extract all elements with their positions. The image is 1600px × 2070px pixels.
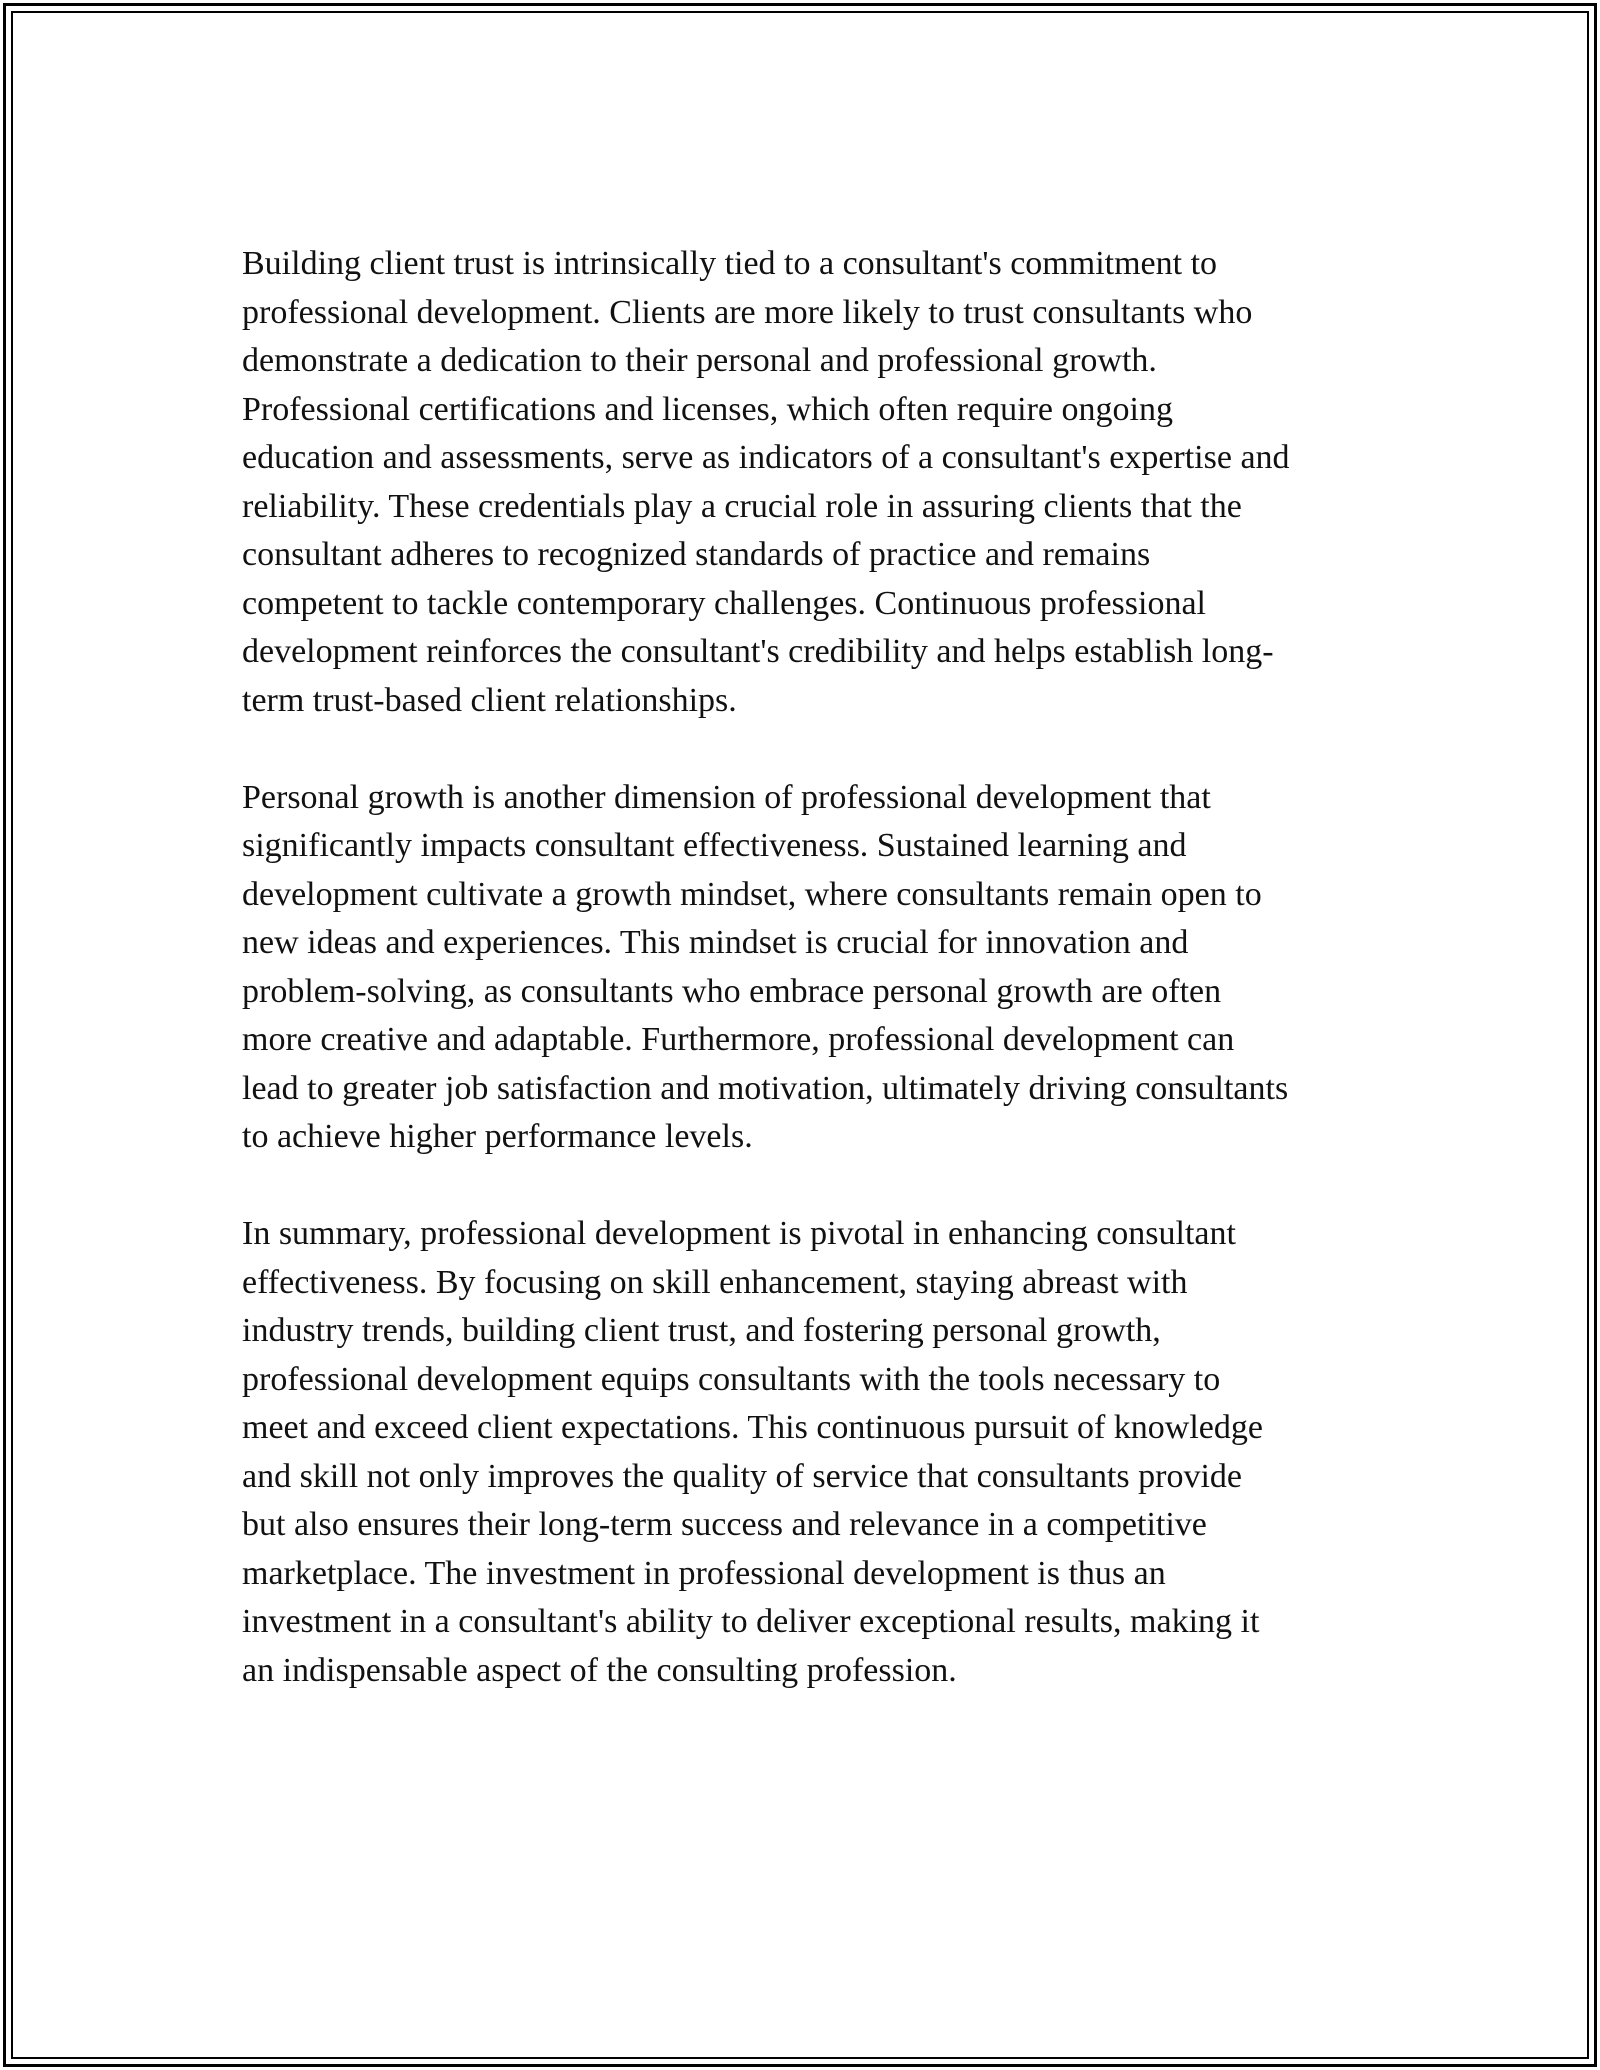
text-line: consultant adheres to recognized standards of practice and remains bbox=[242, 536, 1151, 573]
text-line: reliability. These credentials play a crucial role in assuring clients that the bbox=[242, 487, 1242, 525]
text-line: term trust-based client relationships. bbox=[242, 681, 737, 719]
text-line: to achieve higher performance levels. bbox=[242, 1118, 753, 1155]
paragraph-summary bbox=[242, 1210, 1392, 1695]
text-line: lead to greater job satisfaction and motivation, ultimately driving consultants bbox=[242, 1069, 1289, 1107]
text-line: demonstrate a dedication to their personal and professional growth. bbox=[242, 342, 1157, 379]
text-line: professional development equips consultants with the tools necessary to bbox=[242, 1360, 1221, 1398]
text-line: problem-solving, as consultants who embrace personal growth are often bbox=[242, 972, 1222, 1010]
text-line: development cultivate a growth mindset, where consultants remain open to bbox=[242, 875, 1262, 913]
text-line: meet and exceed client expectations. This continuous pursuit of knowledge bbox=[242, 1409, 1263, 1446]
text-line: professional development. Clients are more likely to trust consultants who bbox=[242, 293, 1253, 331]
text-line: effectiveness. By focusing on skill enhancement, staying abreast with bbox=[242, 1263, 1188, 1301]
text-line: Building client trust is intrinsically tied to a consultant's commitment to bbox=[242, 245, 1218, 282]
text-line: competent to tackle contemporary challenges. Continuous professional bbox=[242, 584, 1207, 622]
text-line: but also ensures their long-term success and relevance in a competitive bbox=[242, 1506, 1207, 1543]
paragraph-client-trust bbox=[242, 240, 1392, 725]
text-line: more creative and adaptable. Furthermore, professional development can bbox=[242, 1021, 1235, 1058]
text-line: significantly impacts consultant effectiveness. Sustained learning and bbox=[242, 827, 1187, 864]
text-line: an indispensable aspect of the consulting profession. bbox=[242, 1651, 957, 1689]
text-line: and skill not only improves the quality of service that consultants provide bbox=[242, 1457, 1242, 1495]
text-line: education and assessments, serve as indicators of a consultant's expertise and bbox=[242, 439, 1290, 476]
page-border bbox=[3, 3, 1597, 2067]
text-line: development reinforces the consultant's credibility and helps establish long- bbox=[242, 633, 1274, 670]
text-line: Personal growth is another dimension of professional development that bbox=[242, 778, 1211, 816]
text-line: In summary, professional development is pivotal in enhancing consultant bbox=[242, 1215, 1236, 1252]
text-line: marketplace. The investment in professional development is thus an bbox=[242, 1554, 1166, 1592]
document-body bbox=[242, 240, 1392, 1744]
text-line: new ideas and experiences. This mindset is crucial for innovation and bbox=[242, 924, 1189, 961]
text-line: investment in a consultant's ability to deliver exceptional results, making it bbox=[242, 1603, 1260, 1640]
text-line: Professional certifications and licenses, which often require ongoing bbox=[242, 390, 1173, 428]
paragraph-personal-growth bbox=[242, 774, 1392, 1162]
text-line: industry trends, building client trust, and fostering personal growth, bbox=[242, 1312, 1161, 1349]
